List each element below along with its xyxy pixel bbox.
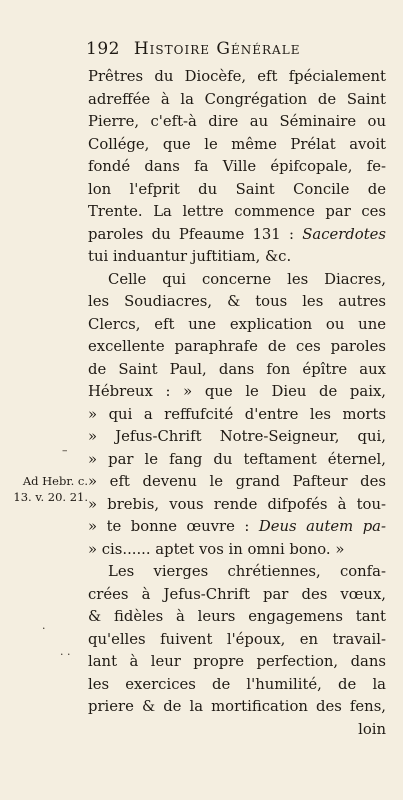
italic-quote: Deus autem pa- (258, 518, 387, 535)
margin-reference (8, 473, 88, 505)
text-line: lant à leur propre perfection, dans (88, 653, 386, 670)
text-line: de Saint Paul, dans fon épître aux (88, 360, 386, 378)
catchword: loin (358, 720, 386, 738)
text-line: excellente paraphrafe de ces paroles (88, 338, 386, 355)
text-line: » eft devenu le grand Pafteur des (88, 473, 386, 490)
text-line-with-italic (88, 516, 386, 539)
running-title: Histoire Générale (133, 39, 301, 59)
paragraph-start-line: Les vierges chrétiennes, confa- (108, 563, 386, 580)
text-line: » Jefus-Chrift Notre-Seigneur, qui, (88, 428, 386, 445)
text-line: adreffée à la Congrégation de Saint (88, 90, 386, 108)
italic-line: tui induantur juftitiam, &c. (88, 248, 292, 265)
body-text (88, 66, 386, 741)
italic-quote: Sacerdotes (302, 225, 386, 243)
text-line: qu'elles fuivent l'époux, en travail- (88, 630, 386, 648)
text-line-with-italic (88, 224, 386, 247)
text-line: » qui a reffufcité d'entre les morts (88, 405, 386, 423)
text-line: Clercs, eft une explication ou une (88, 315, 386, 333)
text-segment: » te bonne œuvre : (88, 518, 259, 535)
text-line: les exercices de l'humilité, de la (88, 675, 386, 693)
text-line: Trente. La lettre commence par ces (88, 203, 386, 220)
text-line: Prêtres du Diocèfe, eft fpécialement (88, 68, 386, 85)
text-line: priere & de la mortification des fens, (88, 698, 386, 715)
page-number: 192 (86, 39, 120, 59)
margin-dot-mark: · (42, 622, 46, 635)
text-line: crées à Jefus-Chrift par des vœux, (88, 585, 386, 603)
text-line: » par le fang du teftament éternel, (88, 450, 386, 468)
margin-reference-line-1: Ad Hebr. c. (22, 474, 88, 488)
text-line: Collége, que le même Prélat avoit (88, 135, 386, 153)
text-line: & fidèles à leurs engagemens tant (88, 608, 386, 625)
page-header (86, 36, 396, 62)
text-line: Pierre, c'eft-à dire au Séminaire ou (88, 113, 386, 130)
margin-reference-line-2: 13. v. 20. 21. (13, 490, 88, 504)
italic-line: » cis...... aptet vos in omni bono. » (88, 540, 345, 558)
text-line: lon l'efprit du Saint Concile de (88, 180, 386, 198)
margin-dots-mark: · · (60, 648, 71, 661)
margin-dash-mark: – (62, 444, 68, 457)
text-line: Hébreux : » que le Dieu de paix, (88, 383, 386, 400)
text-segment: paroles du Pfeaume 131 : (88, 225, 303, 243)
paragraph-start-line: Celle qui concerne les Diacres, (108, 270, 386, 288)
text-line: fondé dans fa Ville épifcopale, fe- (88, 158, 386, 175)
text-line: les Soudiacres, & tous les autres (88, 293, 386, 310)
text-line: » brebis, vous rende difpofés à tou- (88, 495, 386, 513)
